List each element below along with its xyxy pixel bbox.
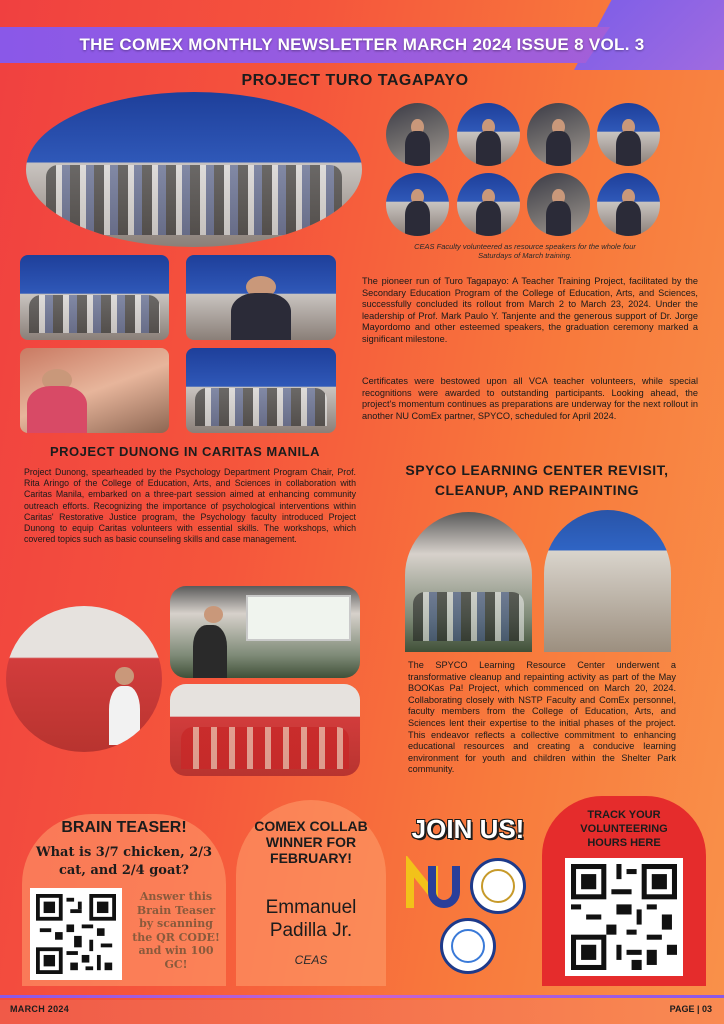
speaker-photo-1 xyxy=(386,103,449,166)
university-seal-logo xyxy=(470,858,526,914)
brain-teaser-qr-code[interactable] xyxy=(30,888,122,980)
spyco-paragraph: The SPYCO Learning Resource Center underwent a transformative cleanup and repainting activity as part of the May BOOKas Pa! Project, which commenced on March 20, 2024. Collaborating closely with NSTP Faculty and ComEx personnel, faculty members from the College of Education, Arts, and Sciences lent their expertise to the initial phases of the project. This endeavor reflects a collective commitment to enhancing educational resources and creating a conducive learning environment for youth and children within the Shelter Park community. xyxy=(408,660,676,775)
turo-photo-speaker xyxy=(186,255,336,340)
turo-photo-graduation xyxy=(186,348,336,433)
nu-logo xyxy=(404,856,462,914)
turo-caption-line-1: CEAS Faculty volunteered as resource speakers for the whole four xyxy=(414,242,636,251)
collab-winner-name: Emmanuel Padilla Jr. xyxy=(265,897,357,941)
footer-bar xyxy=(0,1000,724,1024)
join-us-title: JOIN US! xyxy=(411,814,525,844)
turo-caption xyxy=(380,242,670,260)
speaker-photo-6 xyxy=(457,173,520,236)
collab-college: CEAS xyxy=(294,953,328,967)
qr-pattern-icon xyxy=(571,864,677,970)
brain-teaser-title: BRAIN TEASER! xyxy=(61,819,187,836)
dunong-photo-workshop xyxy=(170,684,360,776)
speaker-photo-2 xyxy=(457,103,520,166)
spyco-heading xyxy=(372,460,702,500)
speaker-photo-3 xyxy=(527,103,590,166)
footer-page-number: PAGE | 03 xyxy=(669,1004,712,1014)
turo-heading: PROJECT TURO TAGAPAYO xyxy=(241,72,469,89)
spyco-photo-building xyxy=(544,510,671,652)
speaker-photo-4 xyxy=(597,103,660,166)
turo-photo-group-small xyxy=(20,255,169,340)
newsletter-title: THE COMEX MONTHLY NEWSLETTER MARCH 2024 ISSUE 8 VOL. 3 xyxy=(79,35,645,54)
footer-divider xyxy=(0,995,724,998)
turo-photo-participants xyxy=(20,348,169,433)
community-extension-logo xyxy=(440,918,496,974)
track-hours-qr-code[interactable] xyxy=(565,858,683,976)
dunong-heading: PROJECT DUNONG IN CARITAS MANILA xyxy=(50,444,320,459)
speaker-photo-5 xyxy=(386,173,449,236)
brain-teaser-instructions: Answer this Brain Teaser by scanning the QR CODE! and win 100 GC! xyxy=(132,890,220,971)
turo-caption-line-2: Saturdays of March training. xyxy=(478,251,572,260)
spyco-heading-line-1: SPYCO LEARNING CENTER REVISIT, xyxy=(405,462,669,478)
spyco-heading-line-2: CLEANUP, AND REPAINTING xyxy=(434,482,640,498)
turo-group-photo xyxy=(26,92,362,247)
speaker-photo-8 xyxy=(597,173,660,236)
brain-teaser-question: What is 3/7 chicken, 2/3 cat, and 2/4 goat? xyxy=(36,845,212,878)
track-hours-title: TRACK YOUR VOLUNTEERING HOURS HERE xyxy=(580,809,668,849)
collab-title: COMEX COLLAB WINNER FOR FEBRUARY! xyxy=(254,818,368,866)
speaker-photo-7 xyxy=(527,173,590,236)
dunong-photo-presenter xyxy=(170,586,360,678)
spyco-photo-cleanup xyxy=(405,512,532,652)
qr-pattern-icon xyxy=(36,894,116,974)
turo-paragraph-2: Certificates were bestowed upon all VCA teacher volunteers, while special recognitions were awarded to outstanding participants. Looking ahead, the project's momentum continues as preparations are underway for the next rollout in another NU ComEx partner, SPYCO, scheduled for April 2024. xyxy=(362,376,698,421)
footer-date: MARCH 2024 xyxy=(10,1004,70,1014)
dunong-paragraph: Project Dunong, spearheaded by the Psychology Department Program Chair, Prof. Rita Aringo of the College of Education, Arts, and Sciences in collaboration with Caritas Manila, embarked on a three-part session aimed at enhancing community outreach efforts. Recognizing the importance of psychological interventions within Caritas' Restorative Justice program, the Psychology faculty introduced Project Dunong to equip Caritas volunteers with essential skills. The workshops, which covered topics such as basic counseling skills and case management. xyxy=(24,467,356,545)
dunong-photo-session xyxy=(6,606,162,752)
turo-paragraph-1: The pioneer run of Turo Tagapayo: A Teacher Training Project, facilitated by the Secondary Education Program of the College of Education, Arts, and Sciences, successfully concluded its rollout from March 2 to March 23, 2024. Under the leadership of Prof. Mark Paulo Y. Tanjente and the generous support of Dr. Jorge Mayordomo and other esteemed speakers, the graduation ceremony marked a significant milestone. xyxy=(362,276,698,344)
